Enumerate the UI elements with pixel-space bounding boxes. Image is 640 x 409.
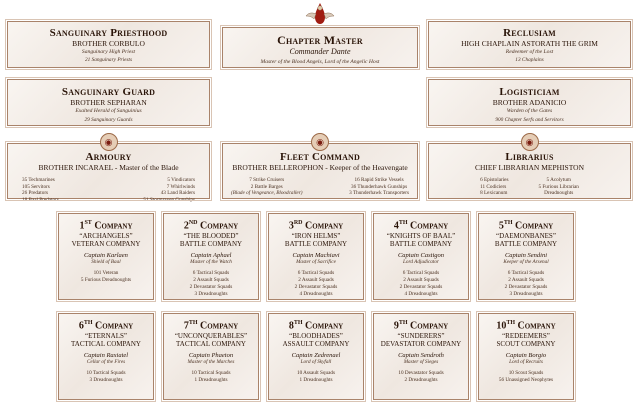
company-nickname: “BLOODHADES” — [289, 332, 343, 341]
company-card-1 — [58, 213, 154, 300]
armoury-assets — [8, 177, 209, 204]
armoury-asset: 105 Servitors — [22, 183, 50, 190]
armoury-asset: 18 Baal Predators — [22, 197, 59, 204]
librarius-leader: CHIEF LIBRARIAN MEPHISTON — [474, 162, 585, 172]
company-captain-role: Master of Sieges — [403, 359, 439, 366]
company-type: DEVASTATOR COMPANY — [380, 340, 462, 349]
librarius-assets — [429, 177, 630, 197]
company-units: 6 Tactical Squads 2 Assault Squads 2 Devastator Squads 3 Dreadnoughts — [504, 270, 548, 298]
company-nickname: “IRON HELMS” — [291, 232, 341, 241]
company-type: TACTICAL COMPANY — [71, 340, 141, 349]
company-type: BATTLE COMPANY — [389, 240, 453, 249]
company-units: 10 Tactical Squads 1 Dreadnoughts — [191, 370, 231, 384]
company-nickname: “ARCHANGELS” — [79, 232, 133, 241]
company-captain-role: Keeper of the Arsenal — [503, 259, 549, 266]
company-name: 3RD Company — [288, 220, 344, 232]
company-nickname: “SUNDERERS” — [397, 332, 445, 341]
fleet-command-title: Fleet Command — [279, 151, 360, 163]
armoury-asset: 26 Predators — [22, 190, 49, 197]
sanguinary-priesthood-leader: BROTHER CORBULO — [72, 38, 145, 48]
company-nickname: “DAEMONBANES” — [496, 232, 556, 241]
company-captain: Captain Aphael — [190, 251, 232, 259]
company-units: 10 Devastator Squads 2 Dreadnoughts — [398, 370, 444, 384]
reclusiam-leader: HIGH CHAPLAIN ASTORATH THE GRIM — [461, 38, 598, 48]
librarius-asset: 5 Furious Librarian — [538, 183, 579, 190]
company-captain-role: Master of the Marches — [187, 359, 235, 366]
company-type: ASSAULT COMPANY — [282, 340, 350, 349]
chapter-master-box — [222, 27, 418, 68]
sanguinary-guard-title: Sanguinary Guard — [61, 86, 156, 98]
company-type: BATTLE COMPANY — [494, 240, 558, 249]
sanguinary-guard-box — [7, 79, 210, 126]
company-type: BATTLE COMPANY — [179, 240, 243, 249]
sanguinary-priesthood-title: Sanguinary Priesthood — [49, 27, 168, 39]
company-card-4 — [373, 213, 469, 300]
company-captain: Captain Borgio — [505, 351, 547, 359]
company-captain-role: Lord Adjudicator — [403, 259, 439, 266]
reclusiam-title: Reclusiam — [503, 27, 556, 39]
company-card-9 — [373, 313, 469, 400]
armoury-asset: 51 Stormraven Gunships — [143, 197, 195, 204]
reclusiam-box — [428, 21, 631, 68]
company-type: TACTICAL COMPANY — [176, 340, 246, 349]
chapter-master-role: Master of the Blood Angels, Lord of the Angelic Host — [260, 58, 380, 65]
librarius-asset: Dreadnoughts — [544, 190, 574, 197]
company-card-8 — [268, 313, 364, 400]
company-captain-role: Lord of Recruits — [509, 359, 543, 366]
company-name: 1ST Company — [79, 220, 133, 232]
company-name: 7TH Company — [183, 320, 239, 332]
reclusiam-units: 13 Chaplains — [515, 57, 544, 64]
company-name: 6TH Company — [78, 320, 134, 332]
company-type: BATTLE COMPANY — [284, 240, 348, 249]
company-units: 6 Tactical Squads 2 Assault Squads 2 Devastator Squads 4 Dreadnoughts — [294, 270, 338, 298]
logisticiam-title: Logisticiam — [499, 86, 560, 98]
armoury-asset: 35 Techmarines — [22, 176, 55, 183]
company-nickname: “ETERNALS” — [85, 332, 127, 341]
company-nickname: “KNIGHTS OF BAAL” — [386, 232, 456, 241]
company-captain: Captain Machiavi — [292, 251, 340, 259]
company-card-10 — [478, 313, 574, 400]
blood-drop-badge-icon: ◉ — [100, 133, 118, 151]
company-captain-role: Shield of Baal — [91, 259, 121, 266]
librarius-asset: 5 Acolytum — [546, 176, 571, 183]
sanguinary-guard-leader: BROTHER SEPHARAN — [70, 97, 147, 107]
company-type: SCOUT COMPANY — [496, 340, 556, 349]
sanguinary-priesthood-box — [7, 21, 210, 68]
blood-drop-badge-icon: ◉ — [311, 133, 329, 151]
company-units: 6 Tactical Squads 2 Assault Squads 2 Devastator Squads 3 Dreadnoughts — [189, 270, 233, 298]
company-units: 10 Scout Squads 56 Unassigned Neophytes — [498, 370, 554, 384]
fleet-command-box — [222, 136, 418, 199]
logisticiam-units: 900 Chapter Serfs and Servitors — [495, 117, 564, 124]
company-name: 4TH Company — [393, 220, 449, 232]
company-nickname: “THE BLOODED” — [183, 232, 239, 241]
company-units: 6 Tactical Squads 2 Assault Squads 2 Devastator Squads 4 Dreadnoughts — [399, 270, 443, 298]
company-name: 2ND Company — [183, 220, 239, 232]
winged-blood-drop-icon — [304, 0, 336, 30]
fleet-command-leader: BROTHER BELLEROPHON - Keeper of the Heavengate — [232, 162, 408, 172]
armoury-leader: BROTHER INCARAEL - Master of the Blade — [38, 162, 179, 172]
fleet-asset: 7 Strike Cruisers — [249, 176, 285, 183]
sanguinary-priesthood-role: Sanguinary High Priest — [81, 48, 136, 55]
company-card-5 — [478, 213, 574, 300]
company-units: 10 Tactical Squads 3 Dreadnoughts — [86, 370, 126, 384]
company-captain-role: Master of Sacrifice — [296, 259, 336, 266]
blood-drop-badge-icon: ◉ — [521, 133, 539, 151]
armoury-box — [7, 136, 210, 204]
armoury-title: Armoury — [85, 151, 132, 163]
company-captain-role: Cellar of the Fires — [86, 359, 126, 366]
armoury-asset: 43 Land Raiders — [160, 190, 195, 197]
company-nickname: “UNCONQUERABLES” — [174, 332, 248, 341]
armoury-asset: 5 Vindicators — [167, 176, 195, 183]
company-card-6 — [58, 313, 154, 400]
company-name: 8TH Company — [288, 320, 344, 332]
company-captain: Captain Zedrenael — [291, 351, 341, 359]
company-captain-role: Master of the Watch — [190, 259, 232, 266]
librarius-title: Librarius — [505, 151, 554, 163]
logisticiam-role: Warden of the Gates — [506, 107, 553, 114]
company-type: VETERAN COMPANY — [71, 240, 141, 249]
company-captain: Captain Sendini — [504, 251, 548, 259]
fleet-asset: 36 Thunderhawk Gunships — [351, 183, 408, 190]
librarius-asset: 8 Lexicanum — [480, 190, 508, 197]
fleet-asset: (Blade of Vengeance, Bloodcaller) — [231, 190, 303, 197]
company-card-2 — [163, 213, 259, 300]
armoury-asset: 7 Whirlwinds — [166, 183, 195, 190]
company-card-3 — [268, 213, 364, 300]
company-captain: Captain Sendroth — [398, 351, 444, 359]
chapter-master-title: Chapter Master — [277, 33, 363, 47]
librarius-box — [428, 136, 631, 199]
sanguinary-guard-units: 29 Sanguinary Guards — [84, 117, 133, 124]
sanguinary-priesthood-units: 21 Sanguinary Priests — [84, 57, 133, 64]
fleet-asset: 16 Rapid Strike Vessels — [354, 176, 404, 183]
company-captain: Captain Raxiatel — [83, 351, 129, 359]
reclusiam-role: Redeemer of the Lost — [505, 48, 554, 55]
company-captain: Captain Phaeton — [188, 351, 234, 359]
company-captain: Captain Karlaen — [84, 251, 128, 259]
fleet-asset: 2 Battle Barges — [250, 183, 283, 190]
librarius-asset: 11 Codiciers — [480, 183, 507, 190]
company-units: 10 Assault Squads 1 Dreadnoughts — [296, 370, 336, 384]
logisticiam-leader: BROTHER ADANICIO — [492, 97, 567, 107]
company-name: 9TH Company — [393, 320, 449, 332]
company-captain-role: Lord of Skyfall — [300, 359, 332, 366]
company-card-7 — [163, 313, 259, 400]
company-nickname: “REDEEMERS” — [502, 332, 550, 341]
fleet-command-assets — [223, 177, 417, 197]
company-name: 10TH Company — [496, 320, 556, 332]
company-units: 101 Veteran 5 Furious Dreadnoughts — [80, 270, 132, 284]
sanguinary-guard-role: Exalted Herald of Sanguinius — [75, 107, 142, 114]
company-name: 5TH Company — [498, 220, 554, 232]
librarius-asset: 6 Epistolaries — [480, 176, 509, 183]
logisticiam-box — [428, 79, 631, 126]
company-captain: Captain Castigon — [397, 251, 445, 259]
fleet-asset: 3 Thunderhawk Transporters — [349, 190, 409, 197]
chapter-master-leader: Commander Dante — [289, 47, 351, 57]
